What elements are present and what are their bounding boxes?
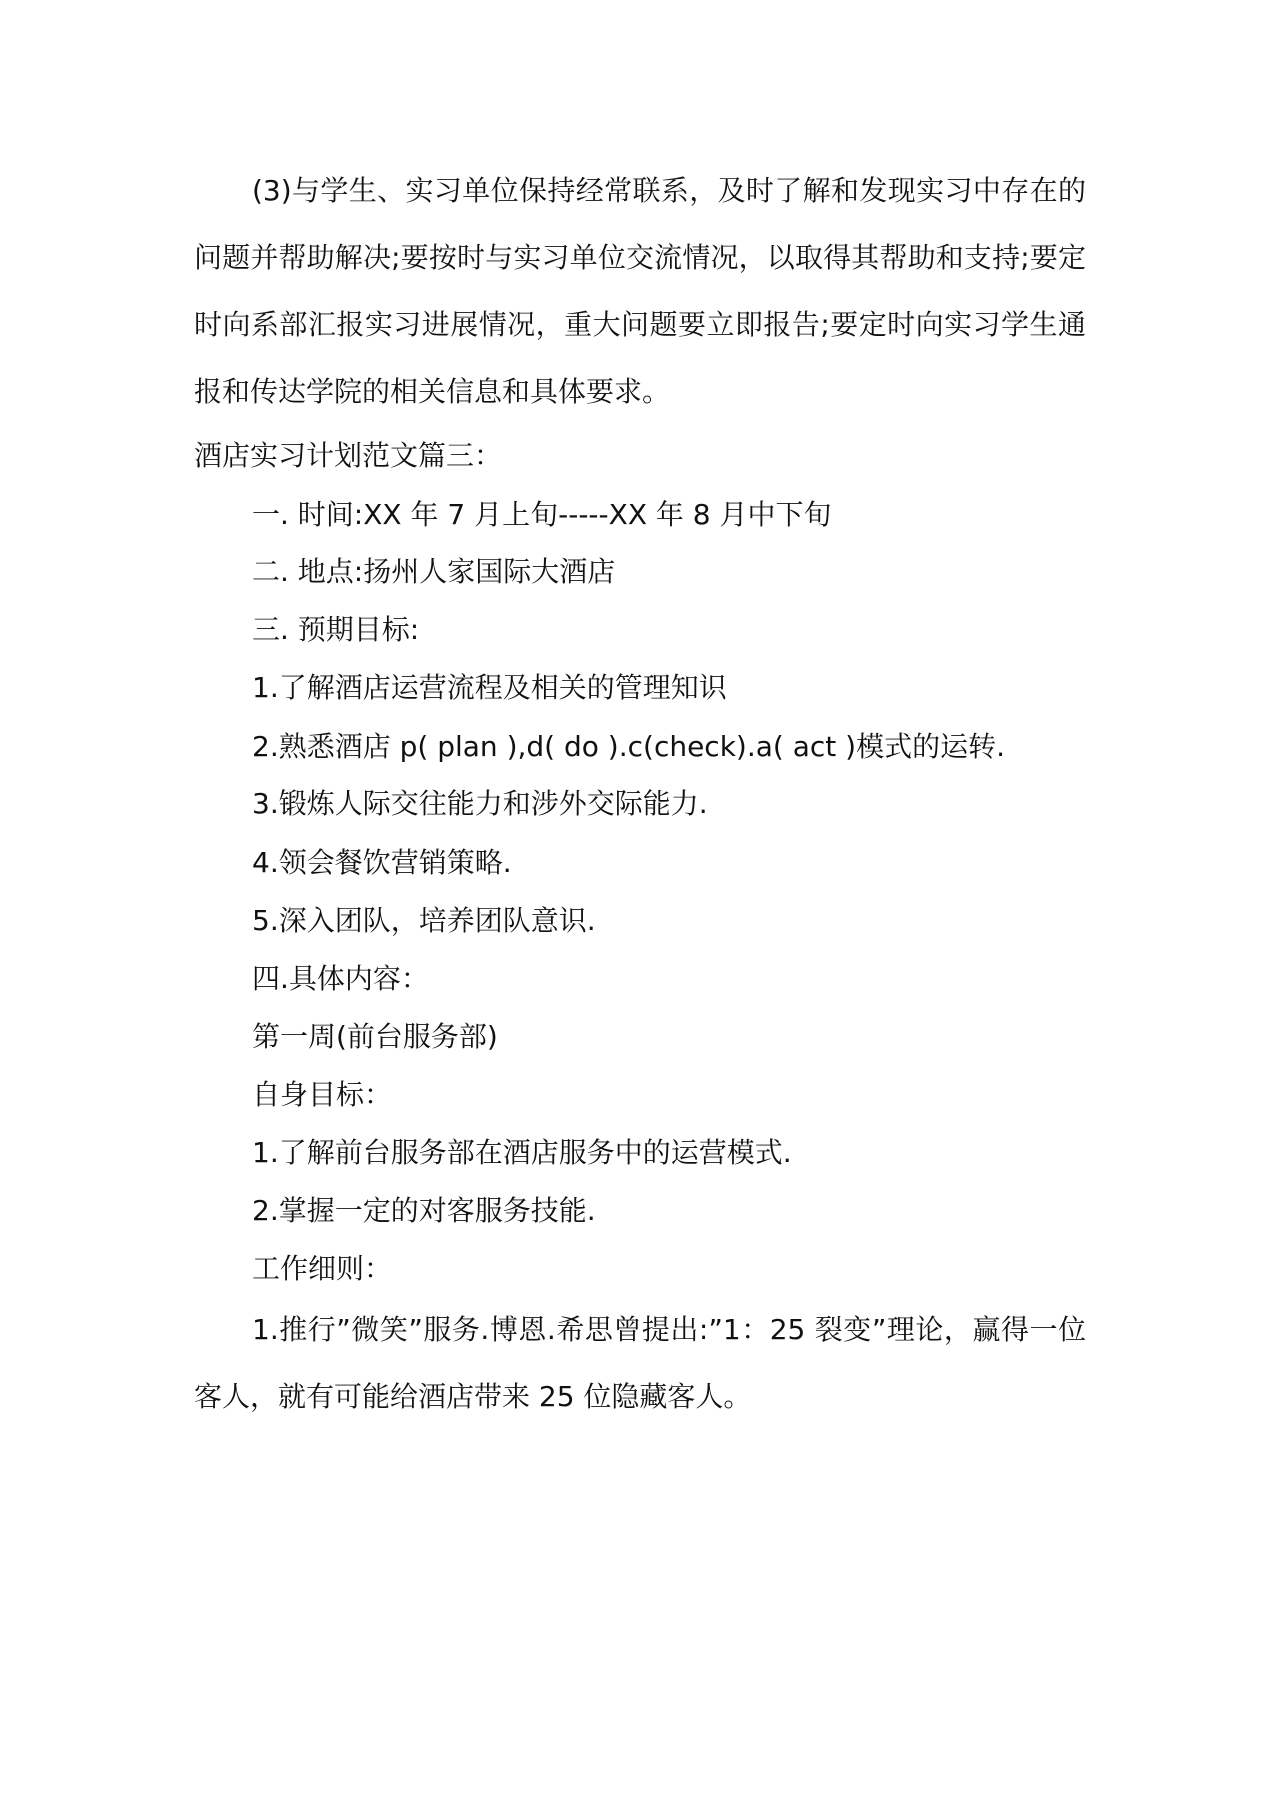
work-rules-heading: 工作细则：	[252, 1252, 393, 1285]
self-goal-2: 2.掌握一定的对客服务技能.	[252, 1194, 596, 1227]
list-item-goal-2: 2.熟悉酒店 p( plan ),d( do ).c(check).a( act )模式的运转.	[252, 730, 1005, 763]
work-rule-1-paragraph: 1.推行”微笑”服务.博恩.希思曾提出:”1：25 裂变”理论，赢得一位客人，就有可能给酒店带来 25 位隐藏客人。	[194, 1313, 1086, 1413]
list-item-goal-5: 5.深入团队，培养团队意识.	[252, 904, 596, 937]
section-title: 酒店实习计划范文篇三：	[194, 439, 503, 472]
list-item-goal-4: 4.领会餐饮营销策略.	[252, 846, 512, 879]
list-item-content-heading: 四.具体内容：	[252, 962, 429, 995]
list-item-time: 一. 时间:XX 年 7 月上旬-----XX 年 8 月中下旬	[252, 498, 832, 531]
week-one-heading: 第一周(前台服务部)	[252, 1020, 498, 1053]
self-goal-1: 1.了解前台服务部在酒店服务中的运营模式.	[252, 1136, 792, 1169]
list-item-goal-1: 1.了解酒店运营流程及相关的管理知识	[252, 671, 727, 704]
list-item-goal-3: 3.锻炼人际交往能力和涉外交际能力.	[252, 787, 708, 820]
list-item-goals-heading: 三. 预期目标:	[252, 613, 420, 646]
list-item-location: 二. 地点:扬州人家国际大酒店	[252, 555, 616, 588]
paragraph-3: (3)与学生、实习单位保持经常联系，及时了解和发现实习中存在的问题并帮助解决;要按时与实习单位交流情况，以取得其帮助和支持;要定时向系部汇报实习进展情况，重大问题要立即报告;要定时向实习学生通报和传达学院的相关信息和具体要求。	[194, 174, 1086, 408]
self-goal-heading: 自身目标：	[252, 1078, 393, 1111]
